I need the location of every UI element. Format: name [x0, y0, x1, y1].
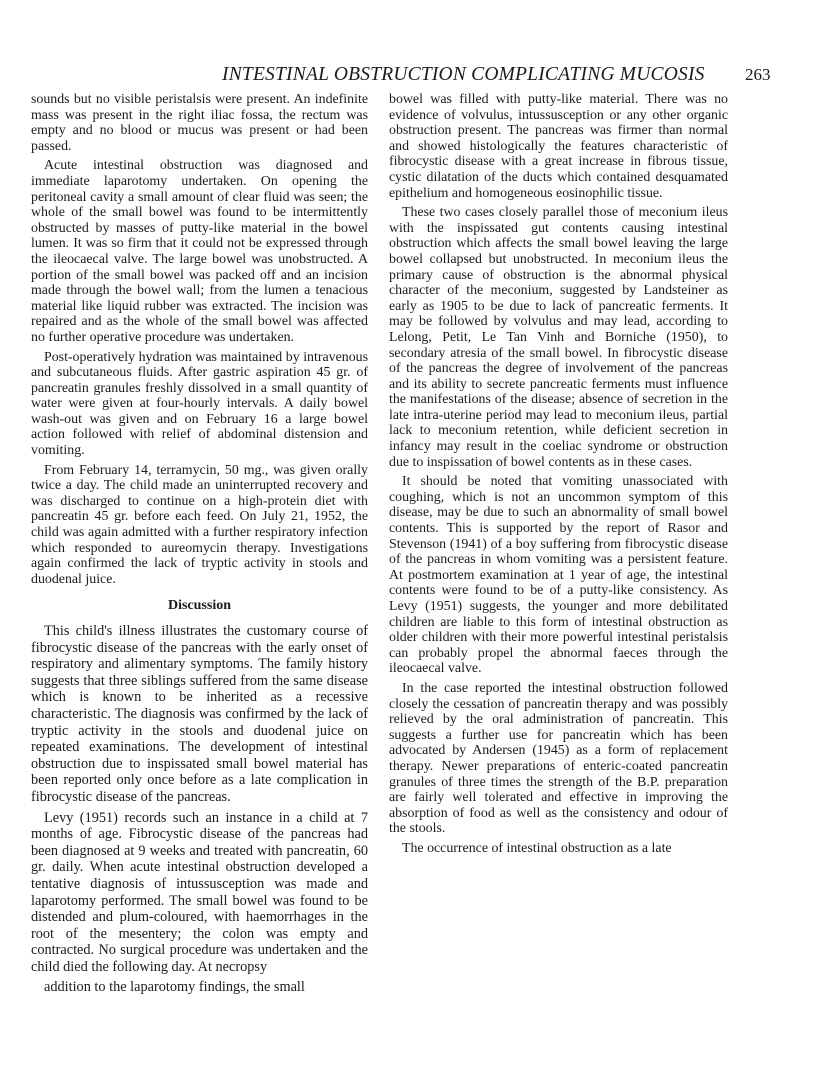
paragraph: addition to the laparotomy findings, the small [44, 979, 305, 996]
running-title: INTESTINAL OBSTRUCTION COMPLICATING MUCOSIS [222, 64, 705, 85]
paragraph: From February 14, terramycin, 50 mg., was given orally twice a day. The child made an uninterrupted recovery and was discharged to continue on a high-protein diet with pancreatin 45 gr. before each feed. On July 21, 1952, the child was again admitted with a further respiratory infection which responded to aureomycin therapy. Investigations again confirmed the lack of tryptic activity in stools and duodenal juice. [31, 462, 368, 587]
discussion-heading: Discussion [167, 598, 232, 614]
paragraph: The occurrence of intestinal obstruction as a late [402, 840, 672, 856]
paragraph: Acute intestinal obstruction was diagnosed and immediate laparotomy undertaken. On opening the peritoneal cavity a small amount of clear fluid was seen; the whole of the small bowel was found to be intermittently obstructed by masses of putty-like material in the bowel lumen. It was so firm that it could not be expressed through the ileocaecal valve. The large bowel was unobstructed. A portion of the small bowel was packed off and an incision made through the bowel wall; from the lumen a tenacious material like liquid rubber was extracted. The incision was repaired and as the whole of the small bowel was affected no further operative procedure was undertaken. [31, 158, 368, 345]
paragraph: Post-operatively hydration was maintained by intravenous and subcutaneous fluids. After gastric aspiration 45 gr. of pancreatin granules freshly dissolved in a small quantity of water were given at four-hourly intervals. A daily bowel wash-out was given and on February 16 a large bowel action followed with relief of abdominal distension and vomiting. [31, 349, 368, 459]
paragraph: bowel was filled with putty-like material. There was no evidence of volvulus, intussusception or any other organic obstruction present. The pancreas was firmer than normal and showed histologically the features characteristic of fibrocystic disease with a great increase in fibrous tissue, cystic dilatation of the ducts which contained desquamated epithelium and homogeneous eosinophilic tissue. [389, 92, 728, 201]
paragraph: sounds but no visible peristalsis were present. An indefinite mass was present in the right iliac fossa, the rectum was empty and no blood or mucus was present or had been passed. [31, 92, 368, 154]
left-column [31, 92, 368, 996]
paragraph: These two cases closely parallel those of meconium ileus with the inspissated gut contents causing intestinal obstruction which affects the small bowel leaving the large bowel collapsed but unobstructed. In meconium ileus the primary cause of obstruction is the abnormal physical character of the meconium, suggested by Landsteiner as early as 1905 to be due to lack of pancreatic ferments. It may be followed by volvulus and may lead, according to Lelong, Petit, Le Tan Vinh and Borniche (1950), to secondary atresia of the small bowel. In fibrocystic disease of the pancreas the degree of involvement of the pancreas and its ability to secrete pancreatic ferments must influence the manifestations of the disease; absence of secretion in the late intra-uterine period may lead to meconium ileus, partial lack to meconium retention, while deficient secretion in infancy may result in the coeliac syndrome or obstruction due to inspissation of bowel contents as in these cases. [389, 205, 728, 470]
paragraph: Levy (1951) records such an instance in a child at 7 months of age. Fibrocystic disease of the pancreas had been diagnosed at 9 weeks and treated with pancreatin, 60 gr. daily. When acute intestinal obstruction developed a tentative diagnosis of intussusception was made and laparotomy performed. The small bowel was found to be distended and plum-coloured, with haemorrhages in the root of the mesentery; the colon was empty and contracted. No surgical procedure was undertaken and the child died the following day. At necropsy [31, 809, 368, 975]
running-head [0, 62, 816, 90]
paragraph: It should be noted that vomiting unassociated with coughing, which is not an uncommon symptom of this disease, may be due to such an abnormality of small bowel contents. This is supported by the report of Rasor and Stevenson (1941) of a boy suffering from fibrocystic disease of the pancreas in whom vomiting was a persistent feature. At postmortem examination at 1 year of age, the intestinal contents were found to be of a putty-like consistency. As Levy (1951) suggests, the younger and more debilitated children are liable to this form of intestinal obstruction as older children with their more powerful intestinal peristalsis can probably propel the abnormal faeces through the ileocaecal valve. [389, 474, 728, 677]
right-column [389, 92, 728, 861]
paragraph: This child's illness illustrates the customary course of fibrocystic disease of the pancreas with the early onset of respiratory and alimentary symptoms. The family history suggests that three siblings suffered from the same disease which is known to be inherited as a recessive characteristic. The diagnosis was confirmed by the lack of tryptic activity in the stools and duodenal juice on repeated examinations. The development of intestinal obstruction due to inspissated small bowel material has been reported only once before as a late complication in fibrocystic disease of the pancreas. [31, 623, 368, 805]
page-number: 263 [745, 65, 771, 84]
discussion-body [31, 623, 368, 996]
paragraph: In the case reported the intestinal obstruction followed closely the cessation of pancreatin therapy and was possibly relieved by the oral administration of pancreatin. This suggests a further use for pancreatin which has been advocated by Andersen (1945) as a form of replacement therapy. Newer preparations of enteric-coated pancreatin granules of three times the strength of the B.P. preparation are fairly well tolerated and effective in improving the absorption of food as well as the consistency and odour of the stools. [389, 680, 728, 837]
